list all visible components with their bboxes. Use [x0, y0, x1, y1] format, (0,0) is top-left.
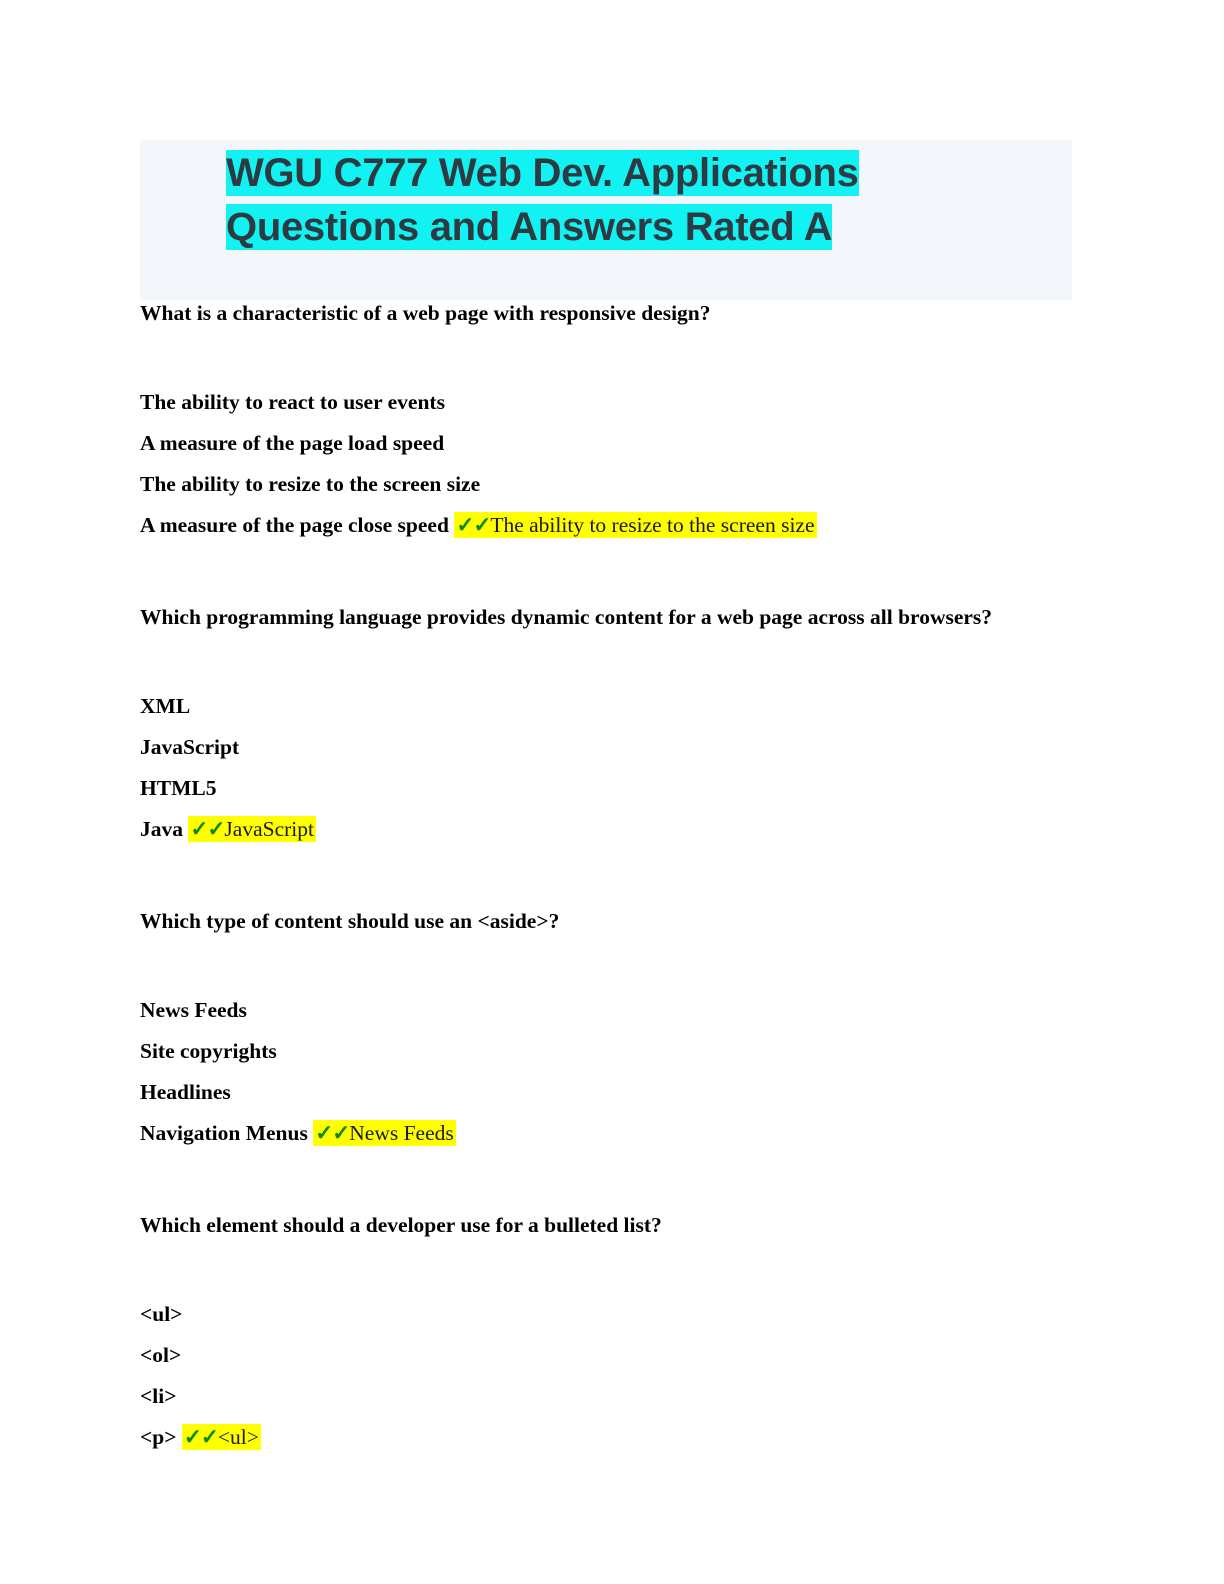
questions-container	[140, 300, 1080, 1458]
question-prompt: Which programming language provides dynamic content for a web page across all browsers?	[140, 605, 993, 629]
option-item-with-answer	[140, 505, 1080, 546]
option-item-with-answer	[140, 809, 1080, 850]
spacer	[140, 326, 1080, 382]
question-block	[140, 300, 1080, 604]
spacer	[140, 546, 1080, 604]
question-block	[140, 604, 1080, 908]
option-item: <ul>	[140, 1302, 183, 1326]
option-item: XML	[140, 694, 191, 718]
option-item-with-answer	[140, 1417, 1080, 1458]
option-item: Site copyrights	[140, 1039, 277, 1063]
spacer	[140, 850, 1080, 908]
answer-text: The ability to resize to the screen size	[490, 513, 815, 537]
check-icon: ✓✓	[183, 1425, 218, 1449]
answer-highlight	[188, 816, 316, 842]
option-label: Java	[140, 817, 183, 841]
option-item: <ol>	[140, 1343, 182, 1367]
option-label: Navigation Menus	[140, 1121, 308, 1145]
check-icon: ✓✓	[315, 1121, 350, 1145]
option-label: <p>	[140, 1425, 177, 1449]
check-icon: ✓✓	[456, 513, 491, 537]
answer-highlight	[182, 1424, 261, 1450]
answer-text: JavaScript	[224, 817, 314, 841]
question-block	[140, 908, 1080, 1212]
option-item: JavaScript	[140, 735, 240, 759]
question-prompt: Which type of content should use an <aside>?	[140, 909, 560, 933]
option-item: Headlines	[140, 1080, 231, 1104]
option-item-with-answer	[140, 1113, 1080, 1154]
answer-text: News Feeds	[349, 1121, 454, 1145]
option-label: A measure of the page close speed	[140, 513, 449, 537]
spacer	[140, 1238, 1080, 1294]
spacer	[140, 630, 1080, 686]
answer-highlight	[313, 1120, 456, 1146]
page-title	[226, 146, 1026, 254]
option-item: <li>	[140, 1384, 177, 1408]
page-title-line-2: Questions and Answers Rated A	[226, 205, 833, 249]
question-block	[140, 1212, 1080, 1458]
option-item: The ability to react to user events	[140, 390, 445, 414]
answer-highlight	[454, 512, 816, 538]
option-item: HTML5	[140, 776, 217, 800]
question-prompt: Which element should a developer use for a bulleted list?	[140, 1213, 662, 1237]
answer-text: <ul>	[217, 1425, 259, 1449]
option-item: A measure of the page load speed	[140, 431, 445, 455]
option-item: The ability to resize to the screen size	[140, 472, 481, 496]
option-item: News Feeds	[140, 998, 247, 1022]
check-icon: ✓✓	[190, 817, 225, 841]
spacer	[140, 934, 1080, 990]
page-title-line-1: WGU C777 Web Dev. Applications	[226, 151, 859, 195]
question-prompt: What is a characteristic of a web page with responsive design?	[140, 301, 711, 325]
spacer	[140, 1154, 1080, 1212]
